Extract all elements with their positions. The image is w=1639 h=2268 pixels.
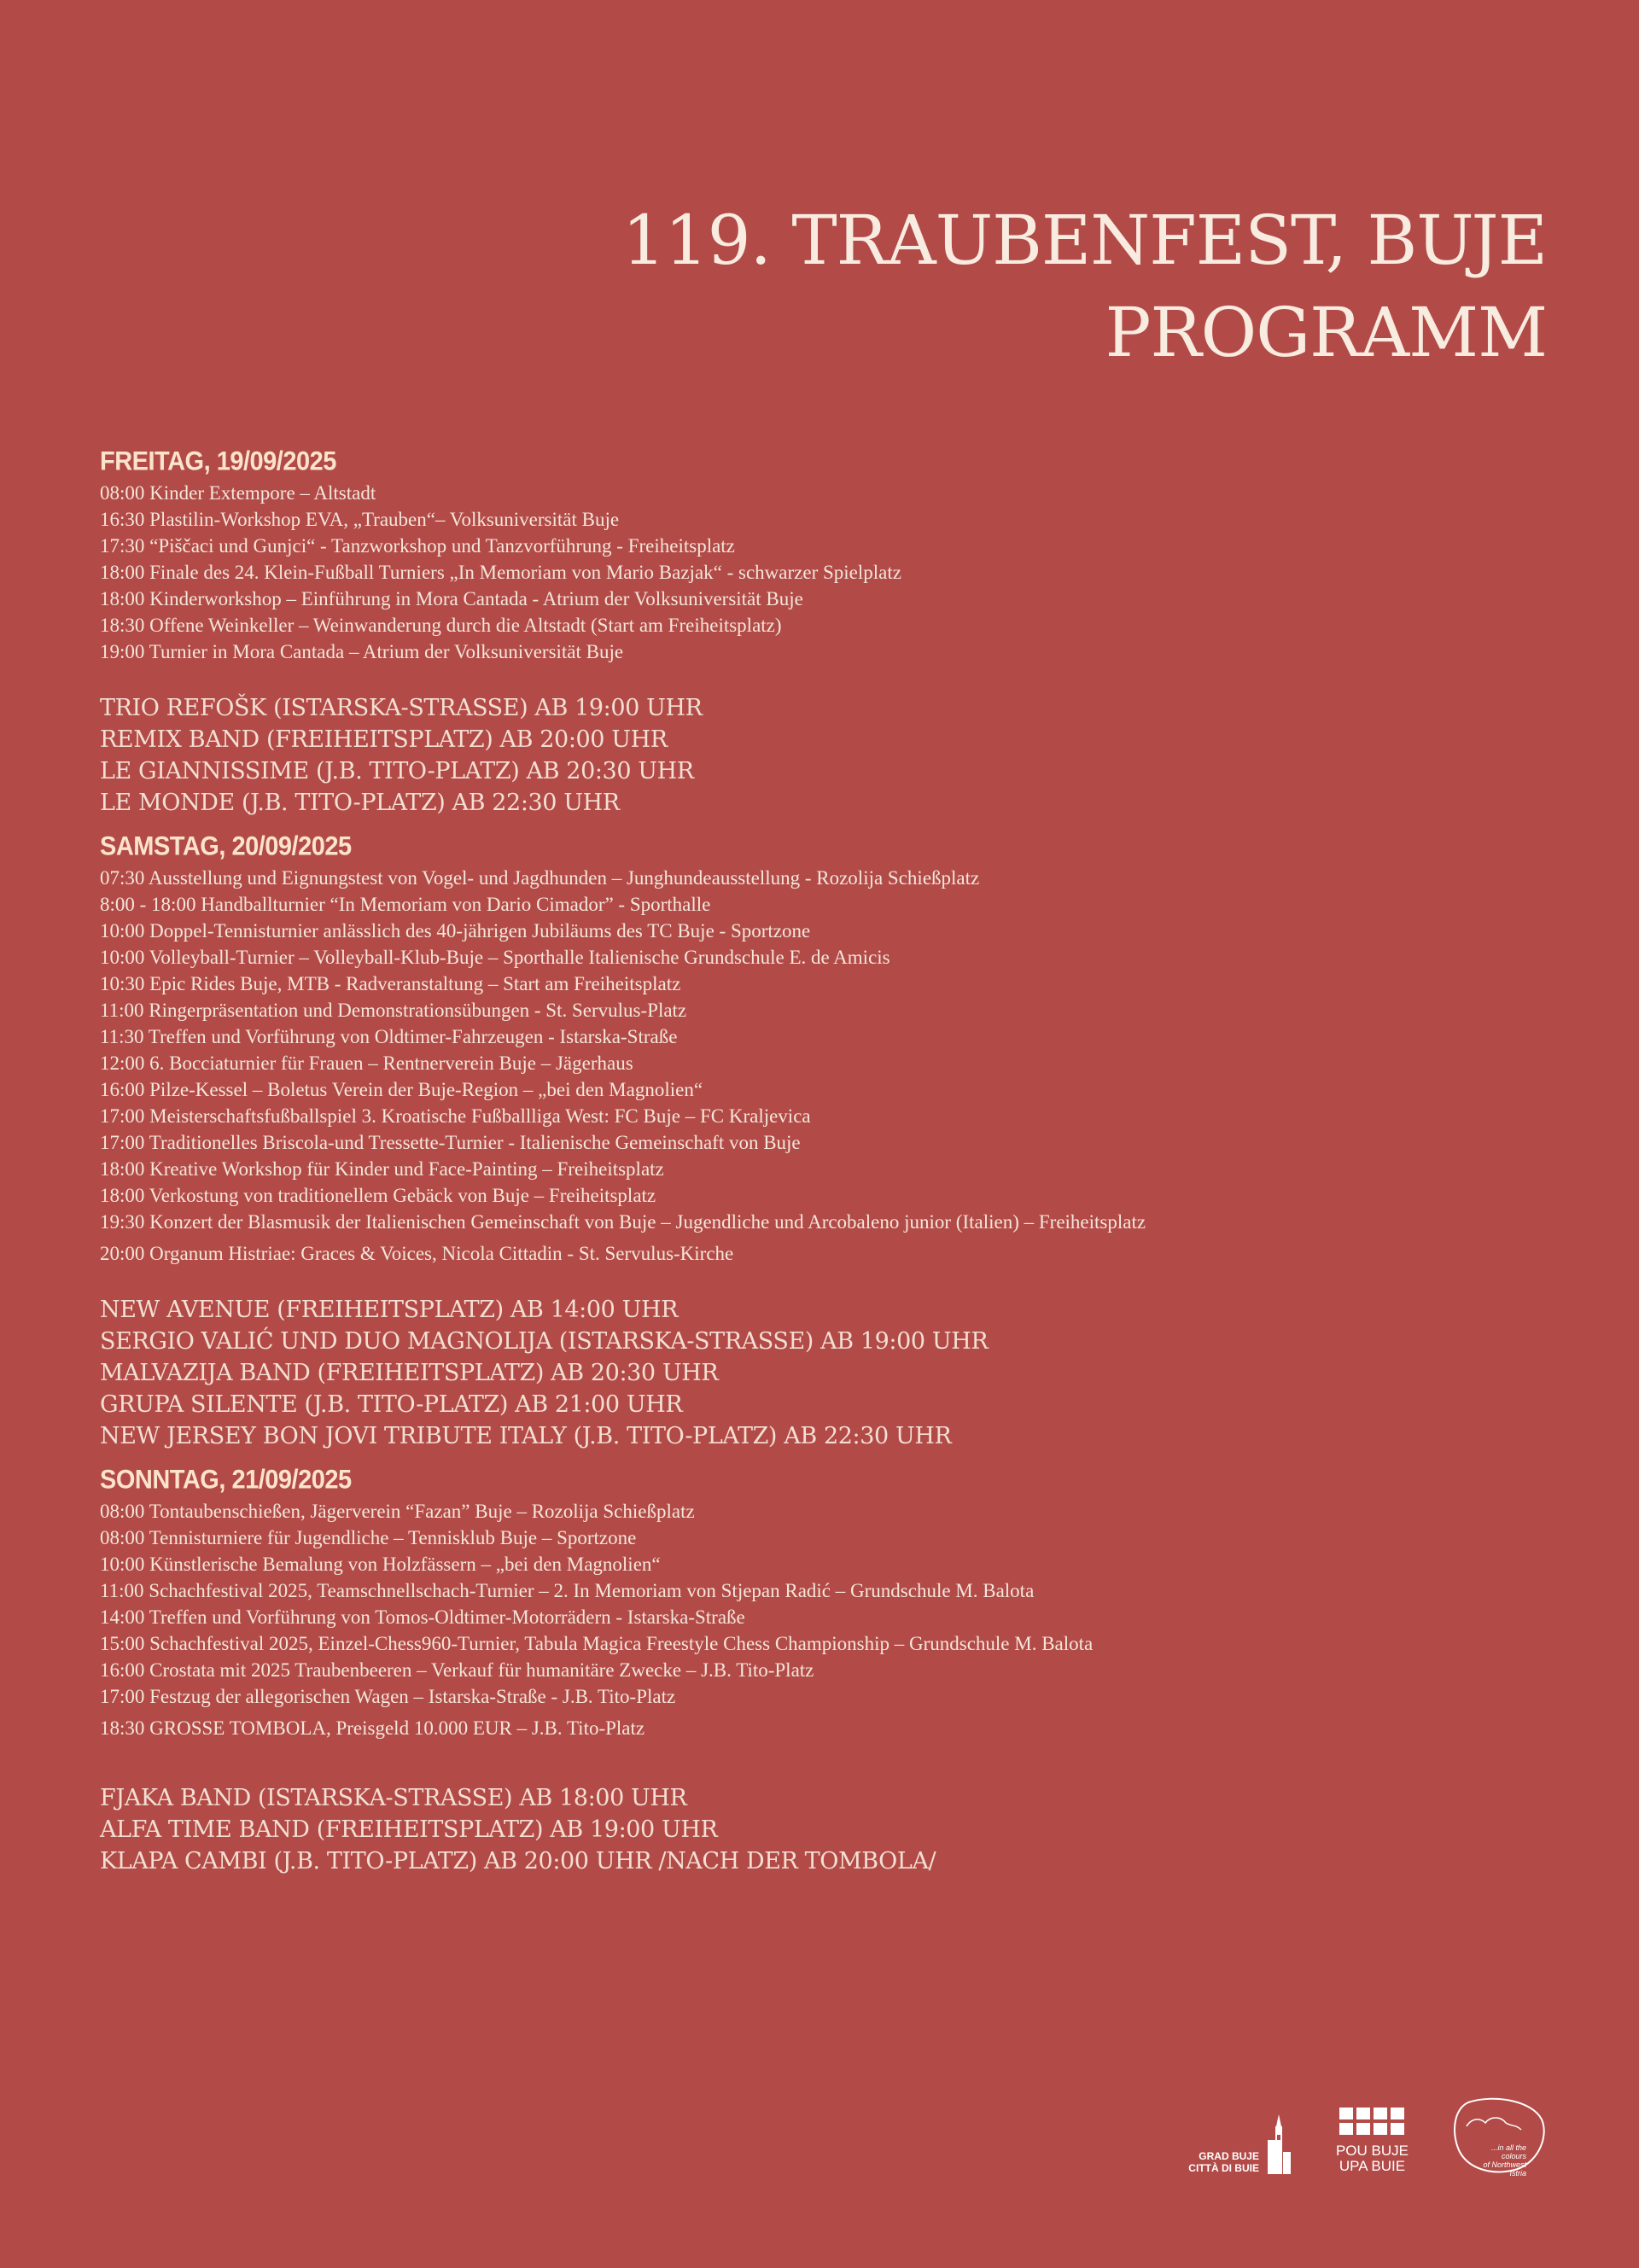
event-item: 18:00 Kinderworkshop – Einführung in Mora Cantada - Atrium der Volksuniversität Buje <box>100 588 803 609</box>
event-item: 16:00 Crostata mit 2025 Traubenbeeren – Verkauf für humanitäre Zwecke – J.B. Tito-Platz <box>100 1659 814 1681</box>
title-line-2: PROGRAMM <box>1105 293 1547 372</box>
concert-list <box>100 1294 1551 1452</box>
event-item: 17:00 Traditionelles Briscola-und Tressette-Turnier - Italienische Gemeinschaft von Buje <box>100 1132 801 1153</box>
istria-logo <box>1451 2096 1547 2178</box>
event-item: 11:00 Ringerpräsentation und Demonstrationsübungen - St. Servulus-Platz <box>100 1000 687 1021</box>
event-item: 18:30 GROSSE TOMBOLA, Preisgeld 10.000 EUR – J.B. Tito-Platz <box>100 1717 645 1739</box>
event-item: 12:00 6. Bocciaturnier für Frauen – Rentnerverein Buje – Jägerhaus <box>100 1052 633 1074</box>
concert-item: TRIO REFOŠK (ISTARSKA-STRASSE) AB 19:00 UHR <box>100 695 703 721</box>
concert-item: REMIX BAND (FREIHEITSPLATZ) AB 20:00 UHR <box>100 726 668 753</box>
event-item: 08:00 Kinder Extempore – Altstadt <box>100 482 376 504</box>
event-item: 14:00 Treffen und Vorführung von Tomos-Oldtimer-Motorrädern - Istarska-Straße <box>100 1606 745 1628</box>
event-list <box>100 1498 1551 1741</box>
event-item: 20:00 Organum Histriae: Graces & Voices, Nicola Cittadin - St. Servulus-Kirche <box>100 1243 734 1264</box>
concert-item: LE GIANNISSIME (J.B. TITO-PLATZ) AB 20:30 UHR <box>100 758 694 784</box>
event-item: 10:00 Künstlerische Bemalung von Holzfässern – „bei den Magnolien“ <box>100 1554 661 1575</box>
event-item: 17:30 “Piščaci und Gunjci“ - Tanzworkshop und Tanzvorführung - Freiheitsplatz <box>100 535 735 557</box>
event-item: 07:30 Ausstellung und Eignungstest von Vogel- und Jagdhunden – Junghundeausstellung - Rozolija Schießplatz <box>100 867 980 889</box>
concert-item: GRUPA SILENTE (J.B. TITO-PLATZ) AB 21:00 UHR <box>100 1391 683 1418</box>
event-item: 18:00 Verkostung von traditionellem Gebäck von Buje – Freiheitsplatz <box>100 1185 656 1206</box>
event-item: 11:30 Treffen und Vorführung von Oldtimer-Fahrzeugen - Istarska-Straße <box>100 1026 678 1047</box>
concert-item: MALVAZIJA BAND (FREIHEITSPLATZ) AB 20:30 UHR <box>100 1360 719 1386</box>
pou-buje-logo <box>1336 2108 1409 2174</box>
event-item: 17:00 Meisterschaftsfußballspiel 3. Kroatische Fußballliga West: FC Buje – FC Kraljevica <box>100 1105 811 1127</box>
event-item: 10:30 Epic Rides Buje, MTB - Radveranstaltung – Start am Freiheitsplatz <box>100 973 681 994</box>
event-item: 17:00 Festzug der allegorischen Wagen – Istarska-Straße - J.B. Tito-Platz <box>100 1686 676 1707</box>
grad-logo-line1: GRAD BUJE <box>1199 2150 1259 2162</box>
event-item: 08:00 Tennisturniere für Jugendliche – Tennisklub Buje – Sportzone <box>100 1527 637 1548</box>
sponsor-logos <box>1188 2096 1547 2178</box>
event-item: 8:00 - 18:00 Handballturnier “In Memoriam von Dario Cimador” - Sporthalle <box>100 894 711 915</box>
event-item: 19:30 Konzert der Blasmusik der Italienischen Gemeinschaft von Buje – Jugendliche und Arcobaleno junior (Italien) – Freiheitsplatz <box>100 1211 1146 1233</box>
concert-item: LE MONDE (J.B. TITO-PLATZ) AB 22:30 UHR <box>100 790 620 816</box>
concert-list <box>100 692 1551 819</box>
istria-line1: ...in all the colours <box>1490 2143 1526 2160</box>
event-list <box>100 480 1551 665</box>
event-item: 11:00 Schachfestival 2025, Teamschnellschach-Turnier – 2. In Memoriam von Stjepan Radić – Grundschule M. Balota <box>100 1580 1035 1601</box>
grad-logo-line2: CITTÀ DI BUIE <box>1188 2162 1259 2174</box>
day-saturday <box>100 829 1551 1452</box>
grid-icon <box>1336 2108 1409 2135</box>
pou-logo-line1: POU BUJE <box>1335 2143 1409 2159</box>
event-item: 18:30 Offene Weinkeller – Weinwanderung durch die Altstadt (Start am Freiheitsplatz) <box>100 615 782 636</box>
day-heading: FREITAG, 19/09/2025 <box>100 446 336 477</box>
concert-item: NEW JERSEY BON JOVI TRIBUTE ITALY (J.B. TITO-PLATZ) AB 22:30 UHR <box>100 1423 952 1449</box>
title-line-1: 119. TRAUBENFEST, BUJE <box>621 201 1547 280</box>
event-item: 10:00 Doppel-Tennisturnier anlässlich des 40-jährigen Jubiläums des TC Buje - Sportzone <box>100 920 811 942</box>
concert-item: SERGIO VALIĆ UND DUO MAGNOLIJA (ISTARSKA-STRASSE) AB 19:00 UHR <box>100 1328 989 1355</box>
page-title <box>622 195 1547 379</box>
church-tower-icon <box>1264 2114 1293 2174</box>
day-heading: SONNTAG, 21/09/2025 <box>100 1465 352 1495</box>
day-heading: SAMSTAG, 20/09/2025 <box>100 831 352 862</box>
concert-item: KLAPA CAMBI (J.B. TITO-PLATZ) AB 20:00 UHR /NACH DER TOMBOLA/ <box>100 1848 936 1874</box>
istria-line3: Istria <box>1509 2169 1526 2178</box>
event-item: 16:00 Pilze-Kessel – Boletus Verein der Buje-Region – „bei den Magnolien“ <box>100 1079 703 1100</box>
event-list <box>100 865 1551 1267</box>
event-item: 15:00 Schachfestival 2025, Einzel-Chess960-Turnier, Tabula Magica Freestyle Chess Championship – Grundschule M. Balota <box>100 1633 1094 1654</box>
day-sunday <box>100 1462 1551 1877</box>
event-item: 18:00 Finale des 24. Klein-Fußball Turniers „In Memoriam von Mario Bazjak“ - schwarzer Spielplatz <box>100 562 901 583</box>
event-item: 18:00 Kreative Workshop für Kinder und Face-Painting – Freiheitsplatz <box>100 1158 664 1180</box>
event-item: 10:00 Volleyball-Turnier – Volleyball-Klub-Buje – Sporthalle Italienische Grundschule E. de Amicis <box>100 947 890 968</box>
concert-list <box>100 1782 1551 1877</box>
pou-logo-line2: UPA BUIE <box>1339 2158 1406 2174</box>
istria-line2: of Northwest <box>1483 2160 1526 2169</box>
event-item: 16:30 Plastilin-Workshop EVA, „Trauben“– Volksuniversität Buje <box>100 509 620 530</box>
program-content <box>100 444 1551 1887</box>
day-friday <box>100 444 1551 819</box>
concert-item: NEW AVENUE (FREIHEITSPLATZ) AB 14:00 UHR <box>100 1297 679 1323</box>
grad-buje-logo <box>1188 2114 1293 2174</box>
concert-item: FJAKA BAND (ISTARSKA-STRASSE) AB 18:00 UHR <box>100 1785 687 1811</box>
event-item: 19:00 Turnier in Mora Cantada – Atrium der Volksuniversität Buje <box>100 641 624 662</box>
event-item: 08:00 Tontaubenschießen, Jägerverein “Fazan” Buje – Rozolija Schießplatz <box>100 1501 695 1522</box>
concert-item: ALFA TIME BAND (FREIHEITSPLATZ) AB 19:00 UHR <box>100 1816 718 1843</box>
